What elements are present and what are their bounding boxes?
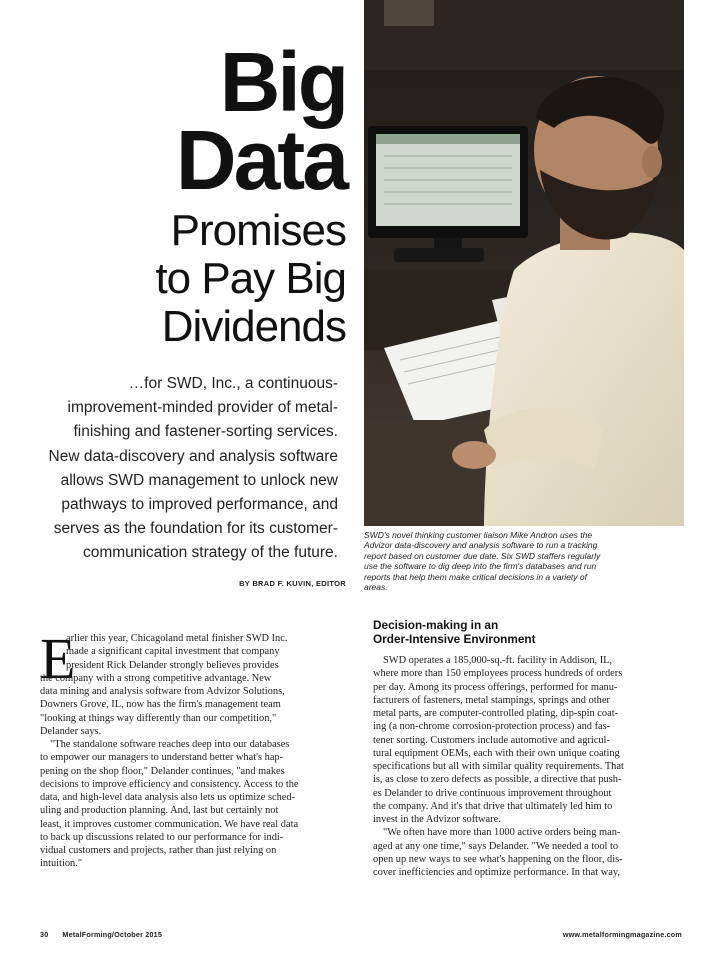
photo-caption bbox=[364, 530, 684, 592]
article-deck bbox=[40, 372, 338, 566]
body-line: per day. Among its process offerings, performed for manu- bbox=[373, 681, 618, 693]
page-footer-left bbox=[40, 930, 176, 939]
deck-line: communication strategy of the future. bbox=[82, 544, 338, 562]
deck-line: New data-discovery and analysis software bbox=[48, 447, 338, 465]
drop-cap: E bbox=[40, 626, 76, 691]
headline-data: Data bbox=[175, 113, 346, 207]
body-line: vidual customers and projects, rather than just relying on bbox=[40, 845, 277, 856]
body-line: open up new ways to see what's happening on the floor, dis- bbox=[373, 853, 623, 865]
article-right-column bbox=[373, 654, 683, 879]
body-line: data, and high-level data analysis also lets us optimize sched- bbox=[40, 792, 296, 803]
body-line: Downers Grove, IL, now has the firm's management team bbox=[40, 699, 281, 711]
body-line: intuition." bbox=[40, 858, 83, 870]
body-line: tural equipment OEMs, each with their own unique coating bbox=[373, 747, 620, 759]
heading-line: Decision-making in an bbox=[373, 618, 499, 632]
article-left-column bbox=[40, 626, 350, 871]
body-line: aged at any one time," says Delander. "We needed a tool to bbox=[373, 840, 619, 852]
article-photo bbox=[364, 0, 684, 526]
body-line: is, as close to zero defects as possible, a directive that push- bbox=[373, 774, 622, 786]
deck-line: …for SWD, Inc., a continuous- bbox=[128, 375, 338, 392]
body-line: specifications but all with similar quality requirements. That bbox=[373, 761, 624, 772]
body-line: es Delander to drive continuous improvement throughout bbox=[373, 787, 612, 799]
deck-line: serves as the foundation for its customer- bbox=[53, 520, 338, 538]
body-line: to back up discussions related to our performance for indi- bbox=[40, 831, 284, 843]
body-line: "looking at things way differently than our competition," bbox=[40, 712, 277, 724]
body-line: invest in the Advizor software. bbox=[373, 814, 501, 825]
body-line: uling and production planning. And, last but certainly not bbox=[40, 805, 279, 817]
body-line: the company with a strong competitive advantage. New bbox=[40, 672, 272, 684]
caption-line: Advizor data-discovery and analysis software to run a tracking bbox=[364, 540, 598, 551]
body-line: least, it improves customer communication. We have real data bbox=[40, 818, 299, 830]
deck-line: improvement-minded provider of metal- bbox=[67, 399, 338, 417]
page-number: 30 bbox=[40, 930, 49, 939]
caption-line: areas. bbox=[364, 582, 388, 593]
publication-issue: MetalForming/October 2015 bbox=[62, 930, 163, 939]
body-line: arlier this year, Chicagoland metal finisher SWD Inc. bbox=[66, 633, 288, 644]
body-line: facturers of fasteners, metal stampings, springs and other bbox=[373, 694, 610, 706]
body-line: SWD operates a 185,000-sq.-ft. facility in Addison, IL, bbox=[383, 655, 613, 666]
body-line: to empower our managers to understand better what's hap- bbox=[40, 752, 284, 764]
heading-line: Order-Intensive Environment bbox=[373, 631, 536, 646]
section-heading bbox=[373, 619, 536, 646]
photo-illustration bbox=[364, 0, 684, 526]
deck-line: allows SWD management to unlock new bbox=[60, 471, 338, 489]
body-line: president Rick Delander strongly believes provides bbox=[66, 659, 279, 671]
headline-promises: Promises bbox=[170, 206, 346, 255]
caption-line: SWD's novel thinking customer liaison Mike Andron uses the bbox=[364, 530, 593, 540]
byline: BY BRAD F. KUVIN, EDITOR bbox=[239, 579, 346, 588]
body-line: pening on the shop floor," Delander continues, "and makes bbox=[40, 765, 285, 777]
body-line: "We often have more than 1000 active orders being man- bbox=[383, 827, 621, 839]
body-line: "The standalone software reaches deep into our databases bbox=[50, 739, 290, 750]
headline-dividends: Dividends bbox=[161, 302, 346, 351]
body-line: ing (a non-chrome corrosion-protection process) and fas- bbox=[373, 721, 611, 733]
body-line: where more than 150 employees process hundreds of orders bbox=[373, 668, 623, 680]
body-line: decisions to improve efficiency and consistency. Access to the bbox=[40, 778, 299, 790]
headline-big: Big bbox=[219, 35, 346, 129]
deck-line: pathways to improved performance, and bbox=[61, 496, 338, 514]
body-line: Delander says. bbox=[40, 725, 102, 737]
deck-line: finishing and fastener-sorting services. bbox=[73, 423, 338, 441]
caption-line: reports that help them make critical decisions in a variety of bbox=[364, 571, 587, 582]
caption-line: report based on customer due date. Six SWD staffers regularly bbox=[364, 550, 601, 561]
body-line: tener sorting. Customers include automotive and agricul- bbox=[373, 734, 610, 746]
body-line: cover inefficiencies and optimize performance. In that way, bbox=[373, 867, 620, 878]
body-line: data mining and analysis software from Advizor Solutions, bbox=[40, 686, 285, 697]
footer-website: www.metalformingmagazine.com bbox=[562, 930, 682, 939]
caption-line: use the software to dig deep into the firm's databases and run bbox=[364, 561, 597, 572]
body-line: made a significant capital investment that company bbox=[66, 646, 280, 658]
body-line: the company. And it's that drive that ultimately led him to bbox=[373, 800, 613, 812]
headline-to-pay-big: to Pay Big bbox=[155, 254, 346, 303]
body-line: metal parts, are computer-controlled plating, dip-spin coat- bbox=[373, 708, 619, 719]
